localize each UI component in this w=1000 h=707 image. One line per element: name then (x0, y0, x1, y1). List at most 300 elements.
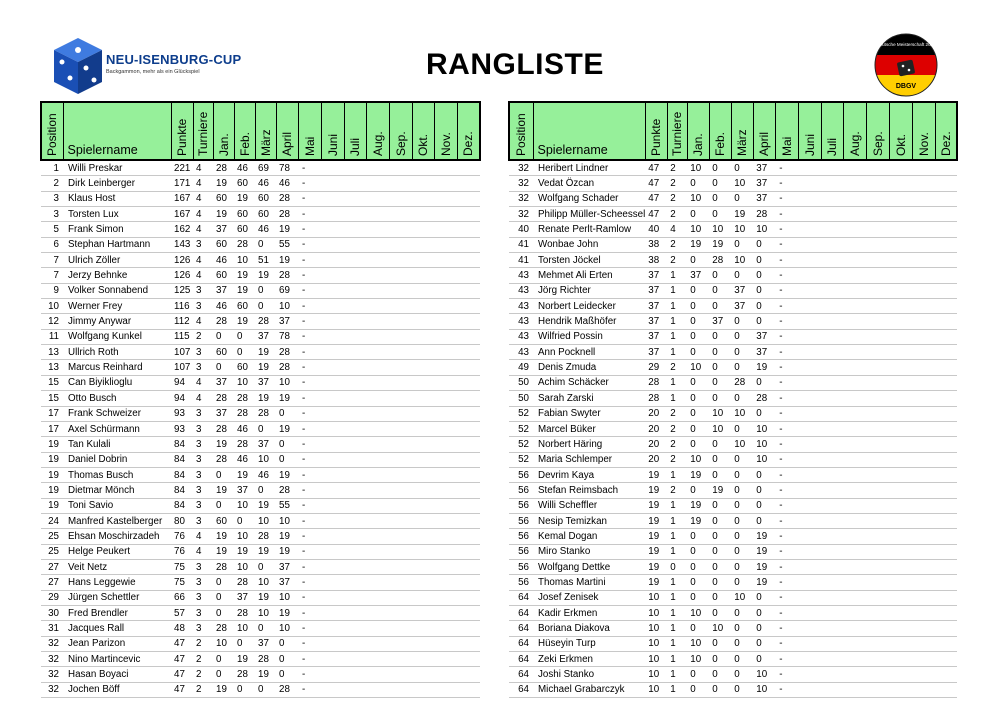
row-tournaments: 4 (193, 253, 213, 268)
row-tournaments: 4 (193, 314, 213, 329)
table-row (509, 299, 957, 314)
row-empty-month (798, 253, 821, 268)
row-points: 167 (171, 207, 193, 222)
row-feb: 19 (709, 237, 731, 252)
row-empty-month (457, 176, 480, 191)
row-points: 47 (645, 191, 667, 206)
table-row (509, 329, 957, 344)
row-empty-month (821, 483, 843, 498)
table-row (41, 391, 480, 406)
row-points: 48 (171, 621, 193, 636)
row-tournaments: 1 (667, 391, 687, 406)
row-empty-month (457, 621, 480, 636)
row-feb: 0 (709, 375, 731, 390)
row-points: 20 (645, 421, 667, 436)
row-empty-month (912, 667, 935, 682)
row-position: 56 (509, 483, 533, 498)
row-player-name: Kemal Dogan (533, 529, 645, 544)
row-mar: 10 (255, 513, 276, 528)
row-empty-month (821, 207, 843, 222)
row-jan: 60 (213, 345, 234, 360)
row-empty-month (457, 544, 480, 559)
row-empty-month (889, 652, 912, 667)
header-month: Feb. (234, 102, 255, 160)
row-empty-month (912, 207, 935, 222)
row-apr: 0 (753, 253, 775, 268)
row-mai: - (298, 605, 321, 620)
row-feb: 28 (234, 437, 255, 452)
row-empty-month (412, 575, 434, 590)
row-empty-month (821, 176, 843, 191)
row-apr: 55 (276, 237, 298, 252)
row-points: 75 (171, 559, 193, 574)
table-row (509, 652, 957, 667)
row-position: 13 (41, 345, 63, 360)
row-empty-month (843, 391, 866, 406)
table-row (509, 513, 957, 528)
row-apr: 10 (276, 299, 298, 314)
row-empty-month (457, 452, 480, 467)
row-empty-month (389, 191, 412, 206)
row-empty-month (935, 452, 957, 467)
header-month: Feb. (709, 102, 731, 160)
row-empty-month (434, 314, 457, 329)
ranking-table-left (40, 101, 481, 698)
dbgv-badge (874, 33, 938, 97)
row-empty-month (935, 529, 957, 544)
row-empty-month (434, 529, 457, 544)
row-empty-month (866, 268, 889, 283)
row-empty-month (389, 636, 412, 651)
header-month: Jan. (213, 102, 234, 160)
row-mar: 0 (731, 452, 753, 467)
row-empty-month (798, 544, 821, 559)
row-mai: - (775, 406, 798, 421)
row-feb: 37 (234, 483, 255, 498)
row-empty-month (798, 345, 821, 360)
row-empty-month (889, 406, 912, 421)
row-tournaments: 1 (667, 283, 687, 298)
row-tournaments: 1 (667, 345, 687, 360)
row-empty-month (366, 237, 389, 252)
row-empty-month (889, 559, 912, 574)
row-empty-month (935, 498, 957, 513)
row-empty-month (798, 483, 821, 498)
row-empty-month (935, 513, 957, 528)
header-position: Position (509, 102, 533, 160)
row-tournaments: 2 (667, 253, 687, 268)
row-points: 38 (645, 237, 667, 252)
row-apr: 19 (753, 360, 775, 375)
row-mar: 0 (731, 667, 753, 682)
row-empty-month (434, 483, 457, 498)
row-empty-month (321, 160, 344, 176)
row-empty-month (344, 452, 366, 467)
row-empty-month (821, 621, 843, 636)
row-tournaments: 1 (667, 329, 687, 344)
row-empty-month (434, 191, 457, 206)
row-points: 107 (171, 360, 193, 375)
row-jan: 28 (213, 621, 234, 636)
row-empty-month (866, 559, 889, 574)
row-empty-month (866, 483, 889, 498)
row-mar: 46 (255, 467, 276, 482)
row-empty-month (798, 667, 821, 682)
row-points: 10 (645, 590, 667, 605)
row-empty-month (912, 575, 935, 590)
row-feb: 46 (234, 160, 255, 176)
row-empty-month (412, 176, 434, 191)
row-empty-month (843, 590, 866, 605)
row-jan: 0 (687, 437, 709, 452)
row-jan: 0 (687, 559, 709, 574)
row-mai: - (298, 329, 321, 344)
row-position: 19 (41, 467, 63, 482)
row-mar: 19 (255, 667, 276, 682)
row-position: 24 (41, 513, 63, 528)
row-apr: 10 (753, 667, 775, 682)
row-mai: - (298, 621, 321, 636)
row-tournaments: 2 (193, 636, 213, 651)
row-feb: 10 (234, 375, 255, 390)
row-apr: 37 (753, 191, 775, 206)
row-mar: 37 (255, 437, 276, 452)
table-row (41, 176, 480, 191)
row-mar: 0 (731, 191, 753, 206)
row-mar: 0 (731, 605, 753, 620)
row-mai: - (298, 437, 321, 452)
row-empty-month (321, 437, 344, 452)
row-apr: 10 (276, 375, 298, 390)
row-empty-month (344, 191, 366, 206)
row-empty-month (321, 575, 344, 590)
row-empty-month (389, 360, 412, 375)
row-jan: 10 (687, 605, 709, 620)
row-player-name: Maria Schlemper (533, 452, 645, 467)
row-empty-month (366, 207, 389, 222)
row-empty-month (912, 437, 935, 452)
row-empty-month (798, 360, 821, 375)
row-points: 94 (171, 391, 193, 406)
row-apr: 55 (276, 498, 298, 513)
row-feb: 0 (709, 682, 731, 697)
row-empty-month (935, 621, 957, 636)
row-tournaments: 1 (667, 590, 687, 605)
row-feb: 19 (234, 467, 255, 482)
row-empty-month (434, 360, 457, 375)
row-position: 43 (509, 283, 533, 298)
row-empty-month (434, 575, 457, 590)
row-empty-month (434, 329, 457, 344)
row-feb: 0 (709, 176, 731, 191)
row-jan: 60 (213, 513, 234, 528)
row-empty-month (366, 314, 389, 329)
row-empty-month (912, 559, 935, 574)
row-apr: 37 (753, 329, 775, 344)
row-empty-month (434, 421, 457, 436)
row-player-name: Jacques Rall (63, 621, 171, 636)
row-empty-month (935, 483, 957, 498)
row-points: 84 (171, 452, 193, 467)
row-mai: - (298, 360, 321, 375)
row-empty-month (344, 314, 366, 329)
row-empty-month (366, 283, 389, 298)
row-mar: 0 (255, 299, 276, 314)
row-tournaments: 1 (667, 375, 687, 390)
row-empty-month (321, 652, 344, 667)
row-jan: 10 (687, 222, 709, 237)
table-row (41, 253, 480, 268)
row-mar: 46 (255, 222, 276, 237)
row-apr: 0 (276, 667, 298, 682)
row-feb: 0 (709, 575, 731, 590)
row-position: 43 (509, 299, 533, 314)
header-points: Punkte (171, 102, 193, 160)
row-tournaments: 3 (193, 283, 213, 298)
row-empty-month (366, 360, 389, 375)
row-mai: - (298, 559, 321, 574)
header-month: Juli (344, 102, 366, 160)
ranking-body-left (41, 160, 480, 698)
header-points: Punkte (645, 102, 667, 160)
row-feb: 0 (709, 605, 731, 620)
row-empty-month (389, 483, 412, 498)
row-empty-month (434, 636, 457, 651)
row-empty-month (798, 636, 821, 651)
header-month: Mai (775, 102, 798, 160)
row-empty-month (366, 391, 389, 406)
row-empty-month (866, 207, 889, 222)
row-points: 47 (171, 667, 193, 682)
row-position: 10 (41, 299, 63, 314)
row-feb: 10 (234, 498, 255, 513)
row-jan: 37 (213, 222, 234, 237)
row-points: 19 (645, 483, 667, 498)
row-points: 37 (645, 299, 667, 314)
row-player-name: Wolfgang Schader (533, 191, 645, 206)
row-tournaments: 3 (193, 237, 213, 252)
row-player-name: Heribert Lindner (533, 160, 645, 176)
row-empty-month (912, 621, 935, 636)
row-mai: - (775, 268, 798, 283)
row-empty-month (912, 605, 935, 620)
row-empty-month (366, 483, 389, 498)
row-empty-month (457, 160, 480, 176)
row-position: 19 (41, 452, 63, 467)
row-empty-month (821, 437, 843, 452)
row-empty-month (798, 191, 821, 206)
row-empty-month (366, 667, 389, 682)
row-tournaments: 4 (193, 222, 213, 237)
header-month: Nov. (912, 102, 935, 160)
row-points: 19 (645, 575, 667, 590)
row-empty-month (389, 421, 412, 436)
row-empty-month (889, 191, 912, 206)
row-mai: - (775, 575, 798, 590)
row-empty-month (457, 345, 480, 360)
row-mar: 10 (731, 437, 753, 452)
row-feb: 60 (234, 360, 255, 375)
row-empty-month (457, 605, 480, 620)
row-apr: 78 (276, 329, 298, 344)
row-tournaments: 1 (667, 498, 687, 513)
row-empty-month (798, 605, 821, 620)
row-empty-month (366, 437, 389, 452)
row-mar: 0 (255, 682, 276, 697)
row-empty-month (798, 268, 821, 283)
row-empty-month (366, 421, 389, 436)
row-empty-month (843, 253, 866, 268)
row-mai: - (298, 529, 321, 544)
row-empty-month (344, 513, 366, 528)
row-mar: 51 (255, 253, 276, 268)
row-empty-month (821, 452, 843, 467)
row-empty-month (889, 160, 912, 176)
row-player-name: Ann Pocknell (533, 345, 645, 360)
row-empty-month (434, 222, 457, 237)
row-empty-month (366, 160, 389, 176)
row-mai: - (775, 329, 798, 344)
row-empty-month (412, 529, 434, 544)
row-player-name: Hüseyin Turp (533, 636, 645, 651)
row-position: 9 (41, 283, 63, 298)
row-feb: 0 (709, 283, 731, 298)
row-empty-month (366, 176, 389, 191)
row-empty-month (344, 207, 366, 222)
row-mai: - (298, 391, 321, 406)
row-jan: 0 (687, 421, 709, 436)
row-empty-month (366, 559, 389, 574)
row-mai: - (775, 222, 798, 237)
row-empty-month (889, 575, 912, 590)
row-empty-month (798, 283, 821, 298)
row-mar: 0 (255, 237, 276, 252)
row-player-name: Daniel Dobrin (63, 452, 171, 467)
table-row (509, 375, 957, 390)
row-jan: 0 (687, 345, 709, 360)
row-empty-month (889, 360, 912, 375)
row-empty-month (457, 682, 480, 697)
row-feb: 60 (234, 222, 255, 237)
row-apr: 0 (753, 605, 775, 620)
row-empty-month (344, 237, 366, 252)
row-jan: 0 (213, 498, 234, 513)
row-jan: 0 (687, 575, 709, 590)
row-mai: - (775, 621, 798, 636)
row-empty-month (389, 375, 412, 390)
row-mar: 10 (255, 452, 276, 467)
row-empty-month (889, 268, 912, 283)
row-tournaments: 1 (667, 652, 687, 667)
row-player-name: Willi Scheffler (533, 498, 645, 513)
row-empty-month (889, 237, 912, 252)
row-empty-month (889, 529, 912, 544)
row-apr: 78 (276, 160, 298, 176)
row-empty-month (434, 544, 457, 559)
header-month: Juli (821, 102, 843, 160)
row-empty-month (912, 268, 935, 283)
row-jan: 10 (687, 191, 709, 206)
header-month: Sep. (389, 102, 412, 160)
row-empty-month (434, 590, 457, 605)
table-row (509, 283, 957, 298)
row-empty-month (889, 467, 912, 482)
row-empty-month (321, 452, 344, 467)
row-empty-month (457, 437, 480, 452)
table-header-row (41, 102, 480, 160)
row-empty-month (457, 375, 480, 390)
row-empty-month (366, 682, 389, 697)
row-feb: 0 (234, 682, 255, 697)
row-empty-month (912, 483, 935, 498)
header-month: Okt. (889, 102, 912, 160)
row-tournaments: 3 (193, 452, 213, 467)
row-tournaments: 2 (667, 437, 687, 452)
row-position: 19 (41, 437, 63, 452)
row-position: 56 (509, 559, 533, 574)
row-empty-month (412, 283, 434, 298)
row-empty-month (344, 467, 366, 482)
row-empty-month (912, 682, 935, 697)
row-position: 25 (41, 529, 63, 544)
row-points: 20 (645, 406, 667, 421)
row-points: 10 (645, 682, 667, 697)
row-tournaments: 2 (667, 483, 687, 498)
row-empty-month (935, 345, 957, 360)
row-empty-month (866, 652, 889, 667)
row-empty-month (889, 513, 912, 528)
row-mai: - (775, 375, 798, 390)
row-empty-month (935, 575, 957, 590)
row-empty-month (389, 406, 412, 421)
row-empty-month (321, 406, 344, 421)
row-empty-month (843, 437, 866, 452)
row-empty-month (412, 483, 434, 498)
row-empty-month (798, 559, 821, 574)
row-jan: 28 (213, 452, 234, 467)
row-jan: 60 (213, 191, 234, 206)
table-row (41, 360, 480, 375)
row-points: 10 (645, 621, 667, 636)
row-tournaments: 4 (193, 176, 213, 191)
row-empty-month (912, 299, 935, 314)
row-mar: 28 (731, 375, 753, 390)
row-points: 20 (645, 452, 667, 467)
row-empty-month (344, 345, 366, 360)
row-empty-month (866, 452, 889, 467)
row-empty-month (434, 559, 457, 574)
row-empty-month (457, 636, 480, 651)
row-empty-month (821, 406, 843, 421)
row-apr: 19 (753, 559, 775, 574)
row-empty-month (866, 421, 889, 436)
row-empty-month (935, 160, 957, 176)
row-empty-month (821, 529, 843, 544)
row-empty-month (344, 498, 366, 513)
row-empty-month (321, 191, 344, 206)
row-position: 2 (41, 176, 63, 191)
row-empty-month (843, 575, 866, 590)
row-apr: 19 (753, 529, 775, 544)
row-feb: 28 (709, 253, 731, 268)
row-player-name: Zeki Erkmen (533, 652, 645, 667)
row-jan: 0 (687, 207, 709, 222)
row-feb: 28 (234, 237, 255, 252)
row-mar: 37 (255, 329, 276, 344)
row-jan: 19 (213, 483, 234, 498)
row-empty-month (843, 452, 866, 467)
row-apr: 28 (276, 360, 298, 375)
